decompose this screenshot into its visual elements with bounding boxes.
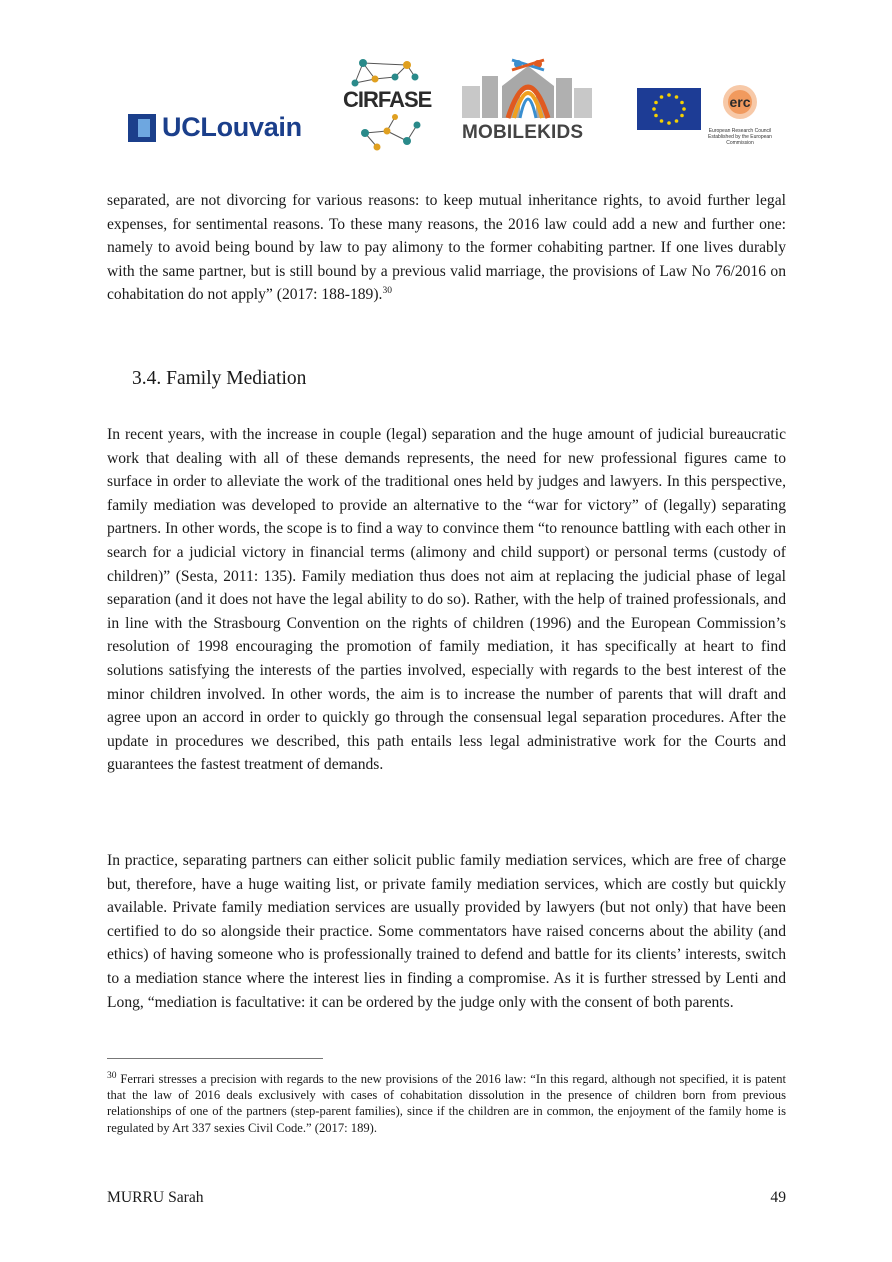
ucl-logo-text: UCLouvain xyxy=(162,112,302,142)
paragraph-text: separated, are not divorcing for various reasons: to keep mutual inheritance rights, to avoid further legal expenses, for sentimental reasons. To these many reasons, the 2016 law could add a new and further one: namely to avoid being bound by law to pay alimony to the former cohabiting partner. If one lives durably with the same partner, but is still bound by a previous valid marriage, the provisions of Law No 76/2016 on cohabitation do not apply” (2017: 188-189). xyxy=(107,192,786,304)
erc-logo xyxy=(707,80,773,146)
paragraph-text: In practice, separating partners can either solicit public family mediation services, which are free of charge but, therefore, have a huge waiting list, or private family mediation services, which are costly but quickly available. Private family mediation services are usually provided by lawyers (but not only) that have been certified to do so alongside their practice. Some commentators have raised concerns about the ability (and ethics) of having someone who is professionally trained to defend and battle for its clients’ interests, switch to a mediation stance where the interest lies in finding a compromise. As it is further stressed by Lenti and Long, “mediation is facultative: it can be ordered by the judge only with the consent of both parents. xyxy=(107,852,786,1011)
erc-caption xyxy=(707,128,773,146)
erc-caption-line2: Established by the European Commission xyxy=(708,134,772,146)
mobilekids-logo-text: MOBILEKIDS xyxy=(462,122,584,143)
section-heading: 3.4. Family Mediation xyxy=(132,368,307,389)
erc-dots-icon xyxy=(707,80,773,128)
body-paragraph-2 xyxy=(107,423,786,777)
erc-logo-text: erc xyxy=(729,94,751,110)
logo-bar xyxy=(0,50,892,160)
footer-author: MURRU Sarah xyxy=(107,1189,204,1206)
body-paragraph-3 xyxy=(107,849,786,1014)
body-paragraph-1 xyxy=(107,189,786,307)
paragraph-text: In recent years, with the increase in couple (legal) separation and the huge amount of judicial bureaucratic work that dealing with all of these demands represents, the need for new professional figures came to surface in order to alleviate the work of the traditional ones held by judges and lawyers. In this perspective, family mediation was developed to provide an alternative to the “war for victory” of (legally) separating partners. In other words, the scope is to find a way to convince them “to renounce battling with each other in search for a judicial victory in financial terms (alimony and child support) or personal terms (custody of children)” (Sesta, 2011: 135). Family mediation thus does not aim at replacing the judicial phase of legal separation (and it does not have the legal ability to do so). Rather, with the help of trained professionals, and in line with the Strasbourg Convention on the rights of children (1996) and the European Commission’s resolution of 1998 encouraging the promotion of family mediation, it has specifically at heart to find solutions satisfying the interests of the parties involved, especially with regards to the best interest of the minor children involved. In other words, the aim is to increase the number of parents that will draft and agree upon an accord in order to quickly go through the consensual legal separation procedures. After the update in procedures we described, this path entails less legal administrative work for the Courts and guarantees the fastest treatment of demands. xyxy=(107,426,786,774)
cirfase-logo-text: CIRFASE xyxy=(343,87,432,112)
footnote-text: Ferrari stresses a precision with regards to the new provisions of the 2016 law: “In this regard, although not specified, it is patent that the law of 2016 deals exclusively with cases of cohabitation dissolution in the presence of children born from previous relationships of one of the partners (step-parent families), since if the children are in common, the enjoyment of the family home is regulated by Art 337 sexies Civil Code.” (2017: 189). xyxy=(107,1072,786,1135)
ucl-logo-mark xyxy=(128,114,156,142)
ucl-logo xyxy=(128,112,302,143)
eu-flag-icon xyxy=(637,88,701,130)
footnote-divider xyxy=(107,1058,323,1059)
footnote-number: 30 xyxy=(107,1070,117,1081)
footnote xyxy=(107,1071,786,1136)
footnote-ref-30[interactable]: 30 xyxy=(382,286,392,297)
erc-caption-line1: European Research Council xyxy=(708,128,772,134)
cirfase-logo xyxy=(335,53,435,153)
page-number: 49 xyxy=(770,1189,786,1206)
eu-stars-icon xyxy=(637,88,701,130)
mobilekids-logo xyxy=(458,56,598,151)
mobilekids-city-icon xyxy=(458,56,598,122)
